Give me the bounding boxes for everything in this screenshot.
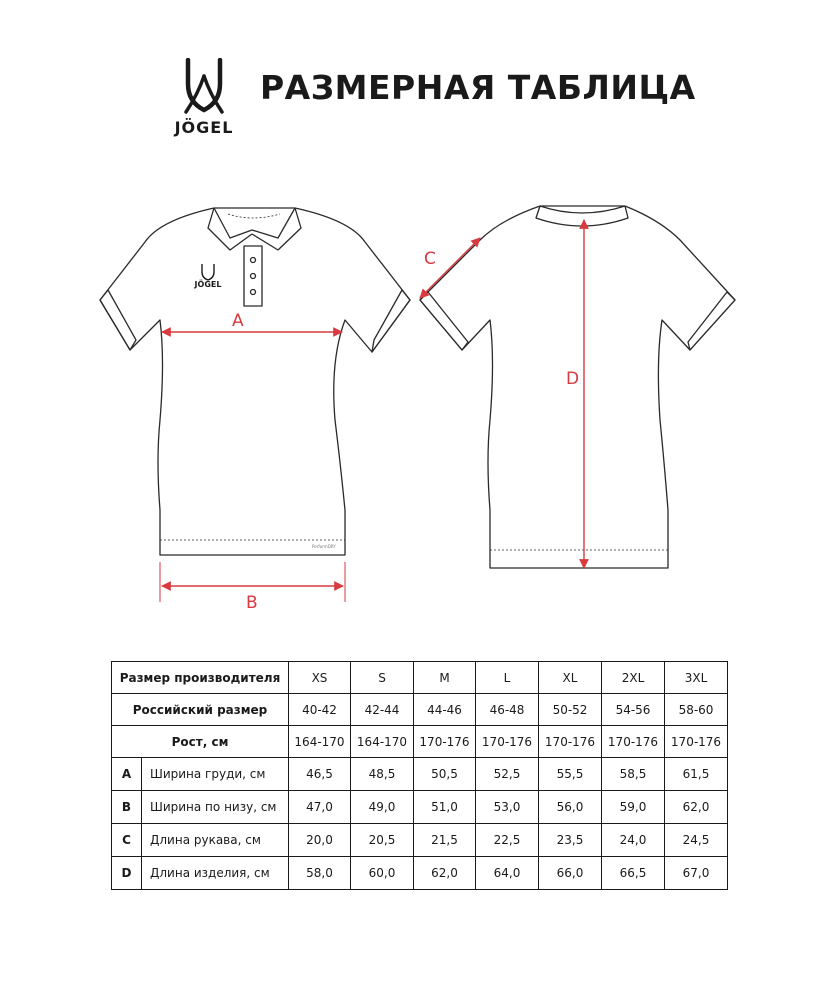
ru-size-cell: 42-44 bbox=[351, 694, 414, 726]
measure-value: 56,0 bbox=[539, 791, 602, 824]
measure-value: 20,0 bbox=[289, 824, 351, 857]
measure-value: 66,5 bbox=[602, 857, 665, 890]
measure-value: 52,5 bbox=[476, 758, 539, 791]
chest-logo-text: JÖGEL bbox=[194, 280, 222, 289]
ru-size-cell: 50-52 bbox=[539, 694, 602, 726]
measure-param: Длина изделия, см bbox=[142, 857, 289, 890]
dimension-a-label: A bbox=[232, 311, 244, 331]
measure-value: 58,0 bbox=[289, 857, 351, 890]
measure-value: 24,0 bbox=[602, 824, 665, 857]
measure-value: 23,5 bbox=[539, 824, 602, 857]
measure-value: 67,0 bbox=[665, 857, 728, 890]
hem-tag-text: PerformDRY bbox=[312, 544, 336, 549]
measure-param: Ширина по низу, см bbox=[142, 791, 289, 824]
table-row-measurement bbox=[112, 857, 728, 890]
header bbox=[0, 0, 831, 150]
measure-value: 58,5 bbox=[602, 758, 665, 791]
measure-value: 60,0 bbox=[351, 857, 414, 890]
size-cell: 2XL bbox=[602, 662, 665, 694]
measure-value: 48,5 bbox=[351, 758, 414, 791]
table-row-ru-sizes bbox=[112, 694, 728, 726]
height-cell: 170-176 bbox=[665, 726, 728, 758]
measure-value: 51,0 bbox=[414, 791, 476, 824]
size-cell: XS bbox=[289, 662, 351, 694]
measure-value: 46,5 bbox=[289, 758, 351, 791]
dimension-d-label: D bbox=[566, 369, 580, 389]
measure-value: 64,0 bbox=[476, 857, 539, 890]
size-table bbox=[111, 661, 728, 890]
measure-value: 62,0 bbox=[414, 857, 476, 890]
ru-size-cell: 58-60 bbox=[665, 694, 728, 726]
measure-value: 55,5 bbox=[539, 758, 602, 791]
measure-value: 50,5 bbox=[414, 758, 476, 791]
logo-wordmark: JÖGEL bbox=[174, 118, 234, 137]
height-cell: 170-176 bbox=[414, 726, 476, 758]
size-cell: XL bbox=[539, 662, 602, 694]
front-view-polo bbox=[100, 208, 410, 555]
measure-value: 66,0 bbox=[539, 857, 602, 890]
measure-value: 47,0 bbox=[289, 791, 351, 824]
measure-value: 22,5 bbox=[476, 824, 539, 857]
garment-diagrams bbox=[0, 190, 831, 620]
measure-letter: A bbox=[112, 758, 142, 791]
size-cell: M bbox=[414, 662, 476, 694]
measure-param: Длина рукава, см bbox=[142, 824, 289, 857]
measure-letter: B bbox=[112, 791, 142, 824]
table-row-measurement bbox=[112, 758, 728, 791]
page-title: РАЗМЕРНАЯ ТАБЛИЦА bbox=[260, 68, 696, 107]
measure-value: 53,0 bbox=[476, 791, 539, 824]
size-cell: S bbox=[351, 662, 414, 694]
size-cell: 3XL bbox=[665, 662, 728, 694]
size-cell: L bbox=[476, 662, 539, 694]
height-cell: 164-170 bbox=[351, 726, 414, 758]
dimension-b-label: B bbox=[246, 593, 258, 613]
sizes-header: Размер производителя bbox=[112, 662, 289, 694]
height-cell: 170-176 bbox=[602, 726, 665, 758]
measure-letter: C bbox=[112, 824, 142, 857]
height-cell: 170-176 bbox=[476, 726, 539, 758]
measure-value: 24,5 bbox=[665, 824, 728, 857]
measure-value: 49,0 bbox=[351, 791, 414, 824]
measure-letter: D bbox=[112, 857, 142, 890]
measure-value: 62,0 bbox=[665, 791, 728, 824]
ru-size-cell: 46-48 bbox=[476, 694, 539, 726]
ru-size-cell: 54-56 bbox=[602, 694, 665, 726]
jogel-emblem-icon bbox=[182, 58, 226, 116]
measure-value: 61,5 bbox=[665, 758, 728, 791]
measure-value: 20,5 bbox=[351, 824, 414, 857]
ru-size-cell: 44-46 bbox=[414, 694, 476, 726]
table-row-measurement bbox=[112, 824, 728, 857]
measure-param: Ширина груди, см bbox=[142, 758, 289, 791]
ru-sizes-header: Российский размер bbox=[112, 694, 289, 726]
measure-value: 21,5 bbox=[414, 824, 476, 857]
height-cell: 164-170 bbox=[289, 726, 351, 758]
table-row-sizes bbox=[112, 662, 728, 694]
table-row-measurement bbox=[112, 791, 728, 824]
height-cell: 170-176 bbox=[539, 726, 602, 758]
table-row-heights bbox=[112, 726, 728, 758]
measure-value: 59,0 bbox=[602, 791, 665, 824]
heights-header: Рост, см bbox=[112, 726, 289, 758]
ru-size-cell: 40-42 bbox=[289, 694, 351, 726]
dimension-c-label: C bbox=[424, 249, 436, 269]
brand-logo bbox=[160, 58, 248, 138]
